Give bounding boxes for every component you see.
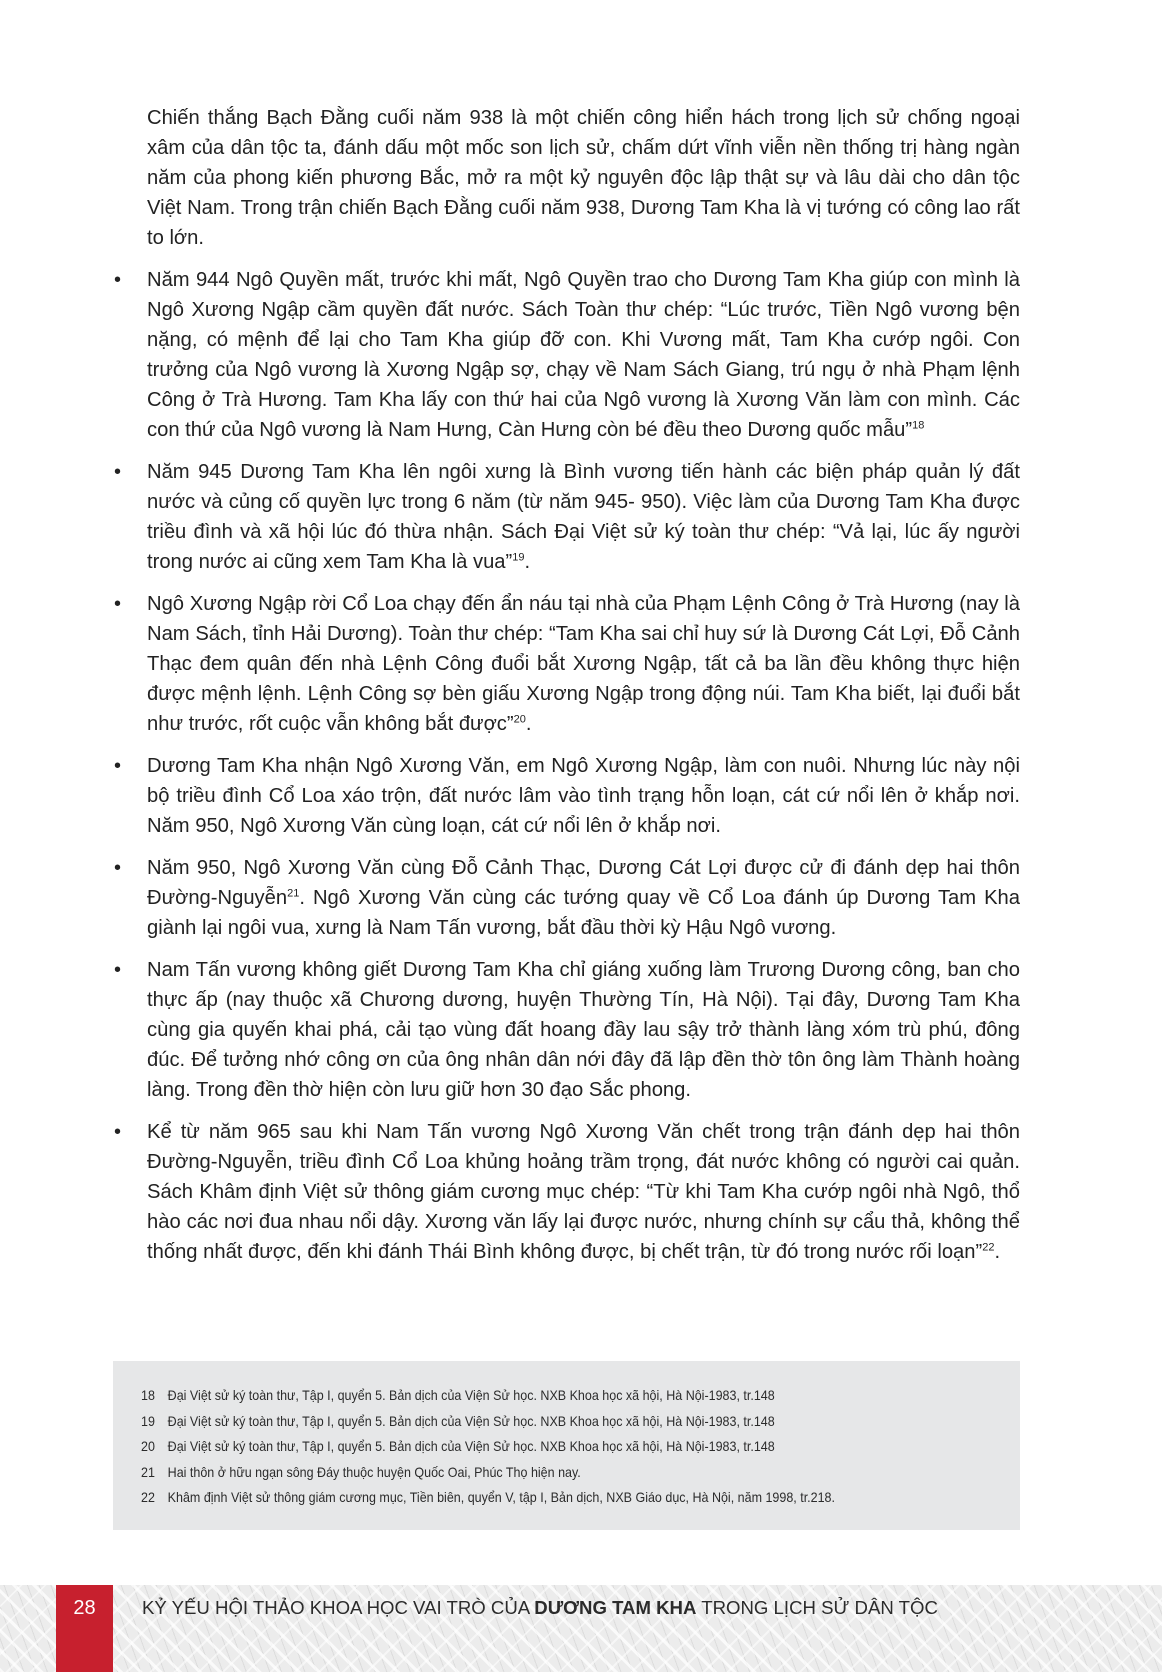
footnote bbox=[141, 1460, 928, 1486]
bullet-dot: • bbox=[114, 959, 122, 981]
footnote-text: Đại Việt sử ký toàn thư, Tập I, quyển 5. Bản dịch của Viện Sử học. NXB Khoa học xã hội, Hà Nội-1983, tr.148 bbox=[167, 1439, 775, 1454]
bullet-text: Năm 945 Dương Tam Kha lên ngôi xưng là Bình vương tiến hành các biện pháp quản lý đất nước và củng cố quyền lực trong 6 năm (từ năm 945- 950). Việc làm của Dương Tam Kha được triều đình và xã hội lúc đó thừa nhận. Sách Đại Việt sử ký toàn thư chép: “Vả lại, lúc ấy người trong nước ai cũng xem Tam Kha là vua” bbox=[147, 461, 1020, 573]
footnote-text: Đại Việt sử ký toàn thư, Tập I, quyển 5. Bản dịch của Viện Sử học. NXB Khoa học xã hội, Hà Nội-1983, tr.148 bbox=[167, 1388, 775, 1403]
bullet-text-after: . bbox=[524, 551, 531, 573]
bullet-list bbox=[114, 265, 1020, 1267]
bullet-text: Nam Tấn vương không giết Dương Tam Kha chỉ giáng xuống làm Trương Dương công, ban cho thực ấp (nay thuộc xã Chương dương, huyện Thường Tín, Hà Nội). Tại đây, Dương Tam Kha cùng gia quyến khai phá, cải tạo vùng đất hoang đầy lau sậy trở thành làng xóm trù phú, đông đúc. Để tưởng nhớ công ơn của ông nhân dân nới đây đã lập đền thờ tôn ông làm Thành hoàng làng. Trong đền thờ hiện còn lưu giữ hơn 30 đạo Sắc phong. bbox=[147, 959, 1020, 1101]
bullet-text-after: . bbox=[994, 1241, 1001, 1263]
footnote bbox=[141, 1434, 928, 1460]
running-head-suffix: TRONG LỊCH SỬ DÂN TỘC bbox=[696, 1597, 938, 1618]
bullet-dot: • bbox=[114, 1121, 122, 1143]
bullet-item bbox=[114, 265, 1020, 445]
footnote-ref[interactable]: 22 bbox=[982, 1241, 995, 1254]
bullet-text: Năm 944 Ngô Quyền mất, trước khi mất, Ngô Quyền trao cho Dương Tam Kha giúp con mình là Ngô Xương Ngập cầm quyền đất nước. Sách Toàn thư chép: “Lúc trước, Tiền Ngô vương bện nặng, có mệnh để lại cho Tam Kha giúp đỡ con. Khi Vương mất, Tam Kha cướp ngôi. Con trưởng của Ngô vương là Xương Ngập sợ, chạy về Nam Sách Giang, trú ngụ ở nhà Phạm lệnh Công ở Trà Hương. Tam Kha lấy con thứ hai của Ngô vương là Xương Văn làm con mình. Các con thứ của Ngô vương là Nam Hưng, Càn Hưng còn bé đều theo Dương quốc mẫu” bbox=[147, 269, 1020, 441]
bullet-item bbox=[114, 751, 1020, 841]
footnotes-box bbox=[113, 1361, 1020, 1530]
footnote-number: 20 bbox=[141, 1439, 155, 1454]
footnote-number: 18 bbox=[141, 1388, 155, 1403]
footnote-text: Đại Việt sử ký toàn thư, Tập I, quyển 5. Bản dịch của Viện Sử học. NXB Khoa học xã hội, Hà Nội-1983, tr.148 bbox=[167, 1413, 775, 1429]
footnote bbox=[141, 1409, 928, 1435]
bullet-text: Dương Tam Kha nhận Ngô Xương Văn, em Ngô Xương Ngập, làm con nuôi. Nhưng lúc này nội bộ triều đình Cổ Loa xáo trộn, đất nước lâm vào tình trạng hỗn loạn, cát cứ nổi lên ở khắp nơi. Năm 950, Ngô Xương Văn cùng loạn, cát cứ nổi lên ở khắp nơi. bbox=[147, 755, 1020, 837]
bullet-text-after: . Ngô Xương Văn cùng các tướng quay về Cổ Loa đánh úp Dương Tam Kha giành lại ngôi vua, xưng là Nam Tấn vương, bắt đầu thời kỳ Hậu Ngô vương. bbox=[147, 887, 1020, 939]
footnote-number: 19 bbox=[141, 1413, 155, 1429]
bullet-item bbox=[114, 589, 1020, 739]
bullet-text: Kể từ năm 965 sau khi Nam Tấn vương Ngô Xương Văn chết trong trận đánh dẹp hai thôn Đường-Nguyễn, triều đình Cổ Loa khủng hoảng trầm trọng, đát nước không có người cai quản. Sách Khâm định Việt sử thông giám cương mục chép: “Từ khi Tam Kha cướp ngôi nhà Ngô, thổ hào các nơi đua nhau nổi dậy. Xương văn lấy lại được nước, nhưng chính sự cẩu thả, không thể thống nhất được, đến khi đánh Thái Bình không được, bị chết trận, từ đó trong nước rối loạn” bbox=[147, 1121, 1020, 1263]
footnote-ref[interactable]: 18 bbox=[912, 419, 925, 432]
bullet-item bbox=[114, 853, 1020, 943]
bullet-dot: • bbox=[114, 593, 122, 615]
footnote bbox=[141, 1485, 928, 1511]
footnote-text: Hai thôn ở hữu ngạn sông Đáy thuộc huyện Quốc Oai, Phúc Thọ hiện nay. bbox=[167, 1464, 581, 1480]
footnote-number: 22 bbox=[141, 1490, 155, 1505]
footnote-ref[interactable]: 20 bbox=[513, 713, 526, 726]
running-head bbox=[142, 1594, 938, 1622]
bullet-text: Năm 950, Ngô Xương Văn cùng Đỗ Cảnh Thạc, Dương Cát Lợi được cử đi đánh dẹp hai thôn Đường-Nguyễn bbox=[147, 857, 1020, 909]
bullet-dot: • bbox=[114, 269, 122, 291]
bullet-text-after: . bbox=[525, 713, 532, 735]
bullet-item bbox=[114, 457, 1020, 577]
bullet-item bbox=[114, 1117, 1020, 1267]
bullet-text: Ngô Xương Ngập rời Cổ Loa chạy đến ẩn náu tại nhà của Phạm Lệnh Công ở Trà Hương (nay là Nam Sách, tỉnh Hải Dương). Toàn thư chép: “Tam Kha sai chỉ huy sứ là Dương Cát Lợi, Đỗ Cảnh Thạc đem quân đến nhà Lệnh Công đuổi bắt Xương Ngập, tất cả ba lần đều không thực hiện được mệnh lệnh. Lệnh Công sợ bèn giấu Xương Ngập trong động núi. Tam Kha biết, lại đuổi bắt như trước, rốt cuộc vẫn không bắt được” bbox=[147, 593, 1020, 735]
footnote-ref[interactable]: 21 bbox=[287, 887, 300, 900]
bullet-item bbox=[114, 955, 1020, 1105]
bullet-dot: • bbox=[114, 755, 122, 777]
running-head-prefix: KỶ YẾU HỘI THẢO KHOA HỌC VAI TRÒ CỦA bbox=[142, 1597, 535, 1618]
footnote-text: Khâm định Việt sử thông giám cương mục, Tiền biên, quyển V, tập I, Bản dịch, NXB Giáo dục, Hà Nội, năm 1998, tr.218. bbox=[167, 1490, 835, 1505]
footnote bbox=[141, 1383, 928, 1409]
page-number: 28 bbox=[56, 1585, 113, 1672]
footnote-number: 21 bbox=[141, 1464, 155, 1480]
footnote-ref[interactable]: 19 bbox=[512, 551, 525, 564]
intro-paragraph: Chiến thắng Bạch Đằng cuối năm 938 là một chiến công hiển hách trong lịch sử chống ngoại xâm của dân tộc ta, đánh dấu một mốc son lịch sử, chấm dứt vĩnh viễn nền thống trị hàng ngàn năm của phong kiến phương Bắc, mở ra một kỷ nguyên độc lập thật sự và lâu dài cho dân tộc Việt Nam. Trong trận chiến Bạch Đằng cuối năm 938, Dương Tam Kha là vị tướng có công lao rất to lớn. bbox=[147, 107, 1020, 249]
bullet-dot: • bbox=[114, 857, 122, 879]
bullet-dot: • bbox=[114, 461, 122, 483]
running-head-bold: DƯƠNG TAM KHA bbox=[534, 1597, 697, 1618]
main-content bbox=[114, 103, 1020, 1279]
